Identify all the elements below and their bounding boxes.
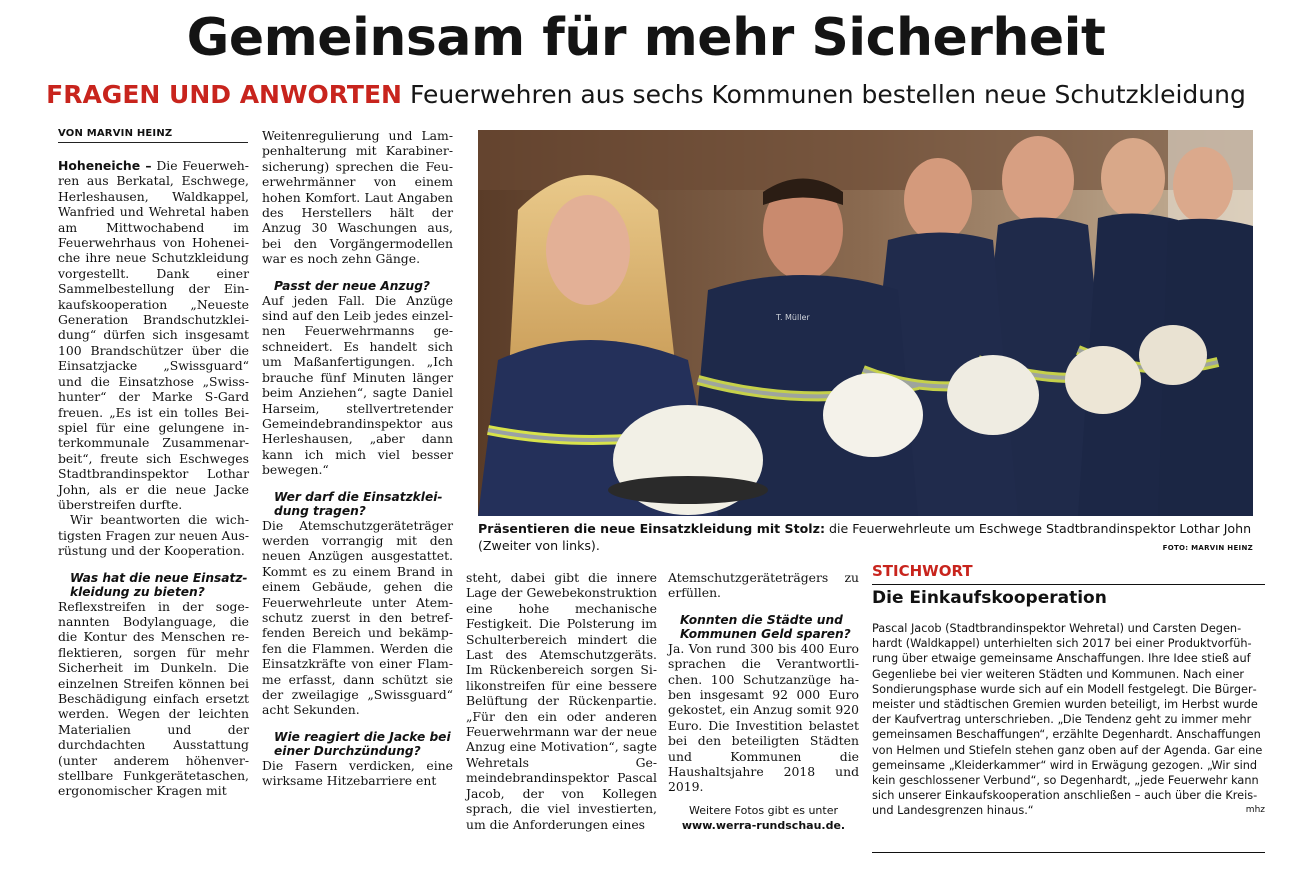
question-heading: Passt der neue Anzug? <box>274 278 430 293</box>
subhead-kicker: FRAGEN UND ANWORTEN <box>46 80 402 109</box>
answer-paragraph: Ja. Von rund 300 bis 400 Euro sprachen die Verantwortlichen. 100 Schutzanzüge haben insgesamt 92 000 Euro gekostet, ein Anzug somit 920 Euro. Die Investition belastet bei den beteiligten Städten und Kommunen die Haushaltsjahre 2018 und 2019. <box>668 640 859 795</box>
answer-paragraph: Reflexstreifen in der sogenannten Bodylanguage, die die Kontur des Menschen reflektieren, sorgen für mehr Sicherheit im Dunkeln. Die einzelnen Streifen können bei Beschädigung einfach ersetzt werden. Wegen der leichten Materialien und der durchdachten Ausstattung (unter anderem höhenverstellbare Funkgerätetaschen, ergonomischer Kragen mit <box>58 598 249 799</box>
subhead-text: Feuerwehren aus sechs Kommunen bestellen neue Schutzkleidung <box>409 80 1246 109</box>
stichwort-title: Die Einkaufskooperation <box>872 588 1107 608</box>
question-heading: Was hat die neue Einsatzkleidung zu bieten? <box>70 570 248 599</box>
answer-paragraph: Die Atemschutzgeräteträger werden vorrangig mit den neuen Anzügen ausgestattet. Kommt es zu einem Brand in einem Gebäude, gehen die Feuerwehrleute unter Atemschutz zuerst in den betreffenden Bereich und bekämpfen die Flammen. Werden die Einsatzkräfte von einer Flamme erfasst, dann schützt sie der zweilagige „Swissguard“ acht Sekunden. <box>262 517 453 718</box>
answer-paragraph: Auf jeden Fall. Die Anzüge sind auf den Leib jedes einzelnen Feuerwehrmanns geschneidert. Es handelt sich um Maßanfertigungen. „Ich brauche fünf Minuten länger beim Anziehen“, sagte Daniel Harseim, stellvertretender Gemeindebrandinspektor aus Herleshausen, „aber dann kann ich mich viel besser bewegen.“ <box>262 292 453 478</box>
website-link[interactable]: www.werra-rundschau.de. <box>681 819 846 833</box>
stichwort-body <box>872 621 1265 819</box>
paragraph: steht, dabei gibt die innere Lage der Gewebekonstruktion eine hohe mechanische Festigkeit. Die Polsterung im Schulterbereich mindert die Last des Atemschutzgeräts. Im Rückenbereich sorgen Silikonstreifen für eine bessere Belüftung der Rückenpartie. „Für den ein oder anderen Feuerwehrmann war der neue Anzug eine Motivation“, sagte Wehretals Gemeindebrandinspektor Pascal Jacob, der von Kollegen sprach, die viel investierten, um die Anforderungen eines <box>466 570 657 832</box>
photo-credit: FOTO: MARVIN HEINZ <box>1162 544 1253 552</box>
paragraph: Atemschutzgeräteträgers zu erfüllen. <box>668 570 859 601</box>
lead-text: Die Feuerwehren aus Berkatal, Eschwege, Herleshausen, Waldkappel, Wanfried und Wehretal haben am Mittwochabend im Feuerwehrhaus von Hoheneiche ihre neue Schutzkleidung vorgestellt. Dank einer Sammelbestellung der Einkaufskooperation „Neueste Generation Brandschutzkleidung“ dürfen sich insgesamt 100 Brandschützer über die Einsatzjacke „Swissguard“ und die Einsatzhose „Swisshunter“ der Marke S-Gard freuen. „Es ist ein tolles Beispiel für eine gelungene interkommunale Zusammenarbeit“, freute sich Eschweges Stadtbrandinspektor Lothar John, als er die neue Jacke überstreifen durfte. <box>58 158 249 512</box>
divider <box>872 852 1265 853</box>
paragraph: Wir beantworten die wichtigsten Fragen zur neuen Ausrüstung und der Kooperation. <box>58 512 249 559</box>
article-column-1 <box>58 158 249 799</box>
stichwort-kicker: STICHWORT <box>872 562 973 580</box>
question-heading: Wie reagiert die Jacke bei einer Durchzündung? <box>274 729 451 758</box>
more-photos-note <box>668 803 859 834</box>
article-column-4 <box>668 570 859 834</box>
byline: VON MARVIN HEINZ <box>58 128 248 143</box>
headline: Gemeinsam für mehr Sicherheit <box>186 8 1106 68</box>
question-heading: Wer darf die Einsatzkleidung tragen? <box>274 489 443 518</box>
dateline: Hoheneiche – <box>58 158 152 173</box>
caption-text: die Feuerwehrleute um Eschwege Stadtbrandinspektor Lothar John (Zweiter von links). <box>478 521 1252 553</box>
article-column-3 <box>466 570 657 832</box>
photo-illustration <box>478 130 1253 516</box>
lead-paragraph <box>58 158 249 512</box>
caption-bold: Präsentieren die neue Einsatzkleidung mit Stolz: <box>478 521 825 536</box>
paragraph: Weitenregulierung und Lampenhalterung mit Karabinersicherung) sprechen die Feuerwehrmänner von einem hohen Komfort. Laut Angaben des Herstellers hält der Anzug 30 Waschungen aus, bei den Vorgängermodellen war es noch zehn Gänge. <box>262 128 453 267</box>
stichwort-text: Pascal Jacob (Stadtbrandinspektor Wehretal) und Carsten Degenhardt (Waldkappel) unterhielten sich 2017 bei einer Produktvorführung über etwaige gemeinsame Anschaffungen. Ihre Idee stieß auf Gegenliebe bei vier weiteren Städten und Kommunen. Nach einer Sondierungsphase wurde sich auf ein Modell festgelegt. Die Bürgermeister und städtischen Gremien wurden beteiligt, im Herbst wurde der Kaufvertrag unterschrieben. „Die Tendenz geht zu immer mehr gemeinsamen Beschaffungen“, erzählte Degenhardt. Anschaffungen von Helmen und Stiefeln stehen ganz oben auf der Agenda. Gar eine gemeinsame „Kleiderkammer“ wird in Erwägung gezogen. „Wir sind kein geschlossener Verbund“, so Degenhardt, „jede Feuerwehr kann sich unserer Einkaufskooperation anschließen – auch über die Kreis- und Landesgrenzen hinaus.“ <box>872 622 1263 818</box>
subheadline <box>0 78 1292 112</box>
more-photos-text: Weitere Fotos gibt es unter <box>689 803 838 817</box>
question-heading: Konnten die Städte und Kommunen Geld sparen? <box>680 612 851 641</box>
name-tag: T. Müller <box>776 313 810 322</box>
author-initials: mhz <box>1245 805 1265 816</box>
firefighters-photo <box>478 130 1253 516</box>
divider <box>872 584 1265 585</box>
article-column-2 <box>262 128 453 789</box>
answer-paragraph: Die Fasern verdicken, eine wirksame Hitzebarriere ent <box>262 757 453 789</box>
